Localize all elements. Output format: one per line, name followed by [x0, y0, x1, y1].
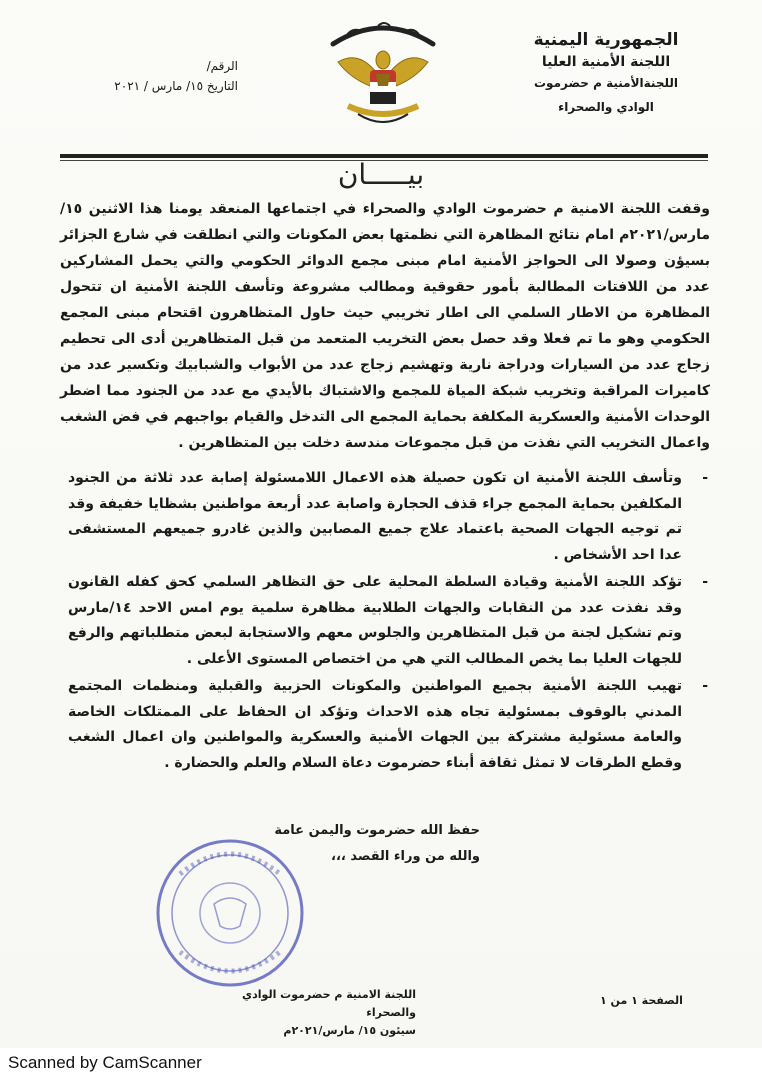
official-stamp-icon [150, 834, 310, 992]
date-line: التاريخ ١٥/ مارس / ٢٠٢١ [114, 79, 238, 93]
page-number: الصفحة ١ من ١ [600, 994, 683, 1007]
country-name: الجمهورية اليمنية [533, 30, 679, 50]
point-text: وتأسف اللجنة الأمنية ان تكون حصيلة هذه الاعمال اللامسئولة إصابة عدد ثلاثة من الجنود المكلفين بحماية المجمع جراء قذف الحجارة واصابة عدد أربعة مواطنين بشظايا خفيفة وقد تم توجيه الجهات الصحية باعتماد علاج جميع المصابين والذين غادرو جميعهم المستشفى عدا احد الأشخاص . [68, 470, 682, 563]
bullet-mark: - [702, 574, 708, 590]
bullet-mark: - [702, 470, 708, 486]
list-item [68, 466, 708, 568]
statement-points [68, 466, 708, 778]
signature-date: سيئون ١٥/ مارس/٢٠٢١م [283, 1024, 416, 1037]
committee-name: اللجنة الأمنية العليا [541, 54, 671, 70]
point-text: تؤكد اللجنة الأمنية وقيادة السلطة المحلية على حق التظاهر السلمي كحق كفله القانون وقد نفذت عدد من النقابات والجهات الطلابية مظاهرة سلمية يوم امس الاحد ١٤/مارس وتم تشكيل لجنة من قبل المتظاهرين والجلوس معهم والاستجابة لبعض متطلباتهم والرفع للجهات العليا بما يخص المطالب التي هي من اختصاص المستوى الأعلى . [68, 574, 682, 667]
statement-title: بيـــــان [337, 158, 425, 191]
region-name: الوادي والصحراء [558, 100, 654, 114]
statement-intro [60, 196, 710, 456]
signature-block [236, 986, 416, 1040]
scanner-footer [0, 1048, 762, 1080]
sub-committee-name: اللجنةالأمنية م حضرموت [534, 76, 678, 90]
list-item [68, 674, 708, 776]
reference-label: الرقم/ [206, 59, 238, 73]
intro-paragraph: وقفت اللجنة الامنية م حضرموت الوادي والصحراء في اجتماعها المنعقد يومنا هذا الاثنين ١٥/مارس/٢٠٢١م امام نتائج المظاهرة التي نظمتها بعض المكونات والتي انطلقت في شارع الجزائر بسيؤن وصولا الى الحواجز الأمنية امام مبنى مجمع الدوائر الحكومي والتي يحمل المشاركين عدد من اللافتات المطالبة بأمور حقوقية ومطالب مشروعة وتأسف اللجنة الأمنية ان تتحول المظاهرة من الاطار السلمي الى اطار تخريبي حيث حاول المتظاهرون اقتحام مبنى المجمع الحكومي وهو ما تم فعلا وقد حصل بعض التخريب المتعمد من قبل المتظاهرين أدى الى تحطيم زجاج عدد من السيارات ودراجة نارية وتهشيم زجاج عدد من الأبواب والشبابيك وتكسير عدد من كاميرات المراقبة وتخريب شبكة المياة للمجمع والاشتباك بالأيدي مع عدد من الجنود مما اضطر الوحدات الأمنية والعسكرية المكلفة بحماية المجمع الى التدخل والقيام بواجبهم في فض الشغب واعمال التخريب التي نفذت من قبل مجموعات مندسة دخلت بين المتظاهرين . [60, 201, 710, 451]
bullet-mark: - [702, 678, 708, 694]
signature-authority: اللجنة الامنية م حضرموت الوادي والصحراء [242, 988, 416, 1019]
letterhead-left [78, 56, 238, 96]
scanner-watermark: Scanned by CamScanner [8, 1053, 202, 1072]
point-text: تهيب اللجنة الأمنية بجميع المواطنين والمكونات الحزبية والقبلية ومنظمات المجتمع المدني بالوقوف بمسئولية تجاه هذه الاحداث وتؤكد ان الحفاظ على الممتلكات الخاصة والعامة مسئولية مشتركة بين الجهات الأمنية والعسكرية والمواطنين وان اعمال الشغب وقطع الطرقات لا تمثل ثقافة أبناء حضرموت دعاة السلام والعلم والحضارة . [68, 678, 682, 771]
list-item [68, 570, 708, 672]
national-emblem-icon [318, 14, 448, 139]
letterhead-right [506, 30, 706, 114]
closing-line-2: والله من وراء القصد ،،، [331, 849, 480, 864]
closing-line-1: حفظ الله حضرموت واليمن عامة [274, 823, 480, 838]
